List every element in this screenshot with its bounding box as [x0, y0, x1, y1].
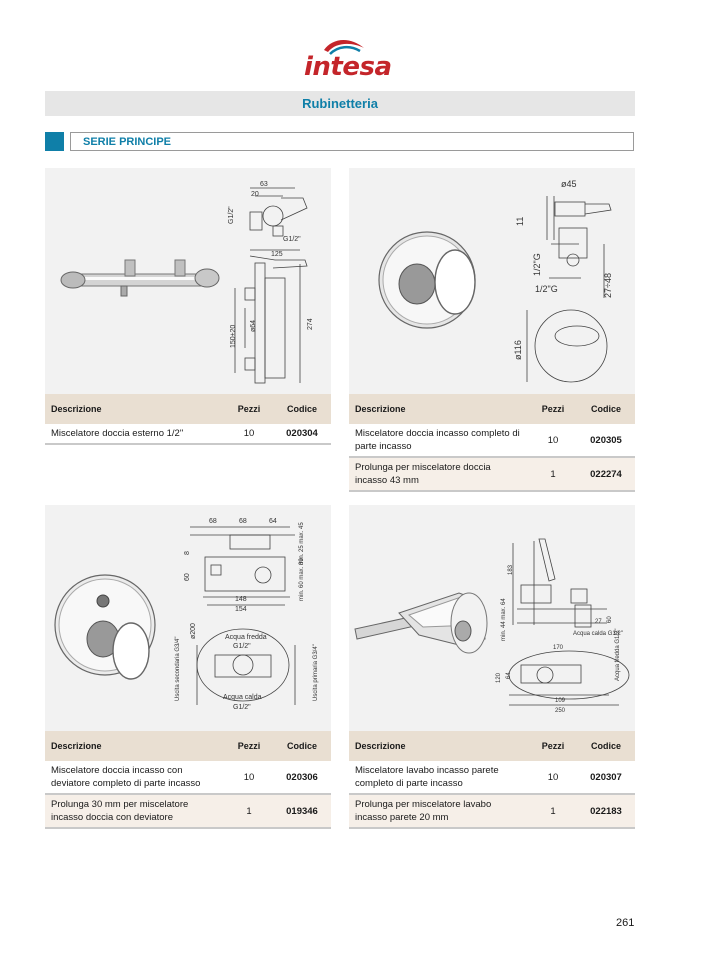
header-pezzi: Pezzi	[529, 394, 577, 424]
product-photo	[55, 575, 155, 679]
table-row	[349, 457, 635, 491]
product-table	[45, 731, 331, 829]
table-row	[349, 761, 635, 794]
dim-150: 150±20	[230, 324, 237, 348]
row-codice: 020307	[577, 761, 635, 794]
dim-8: 8	[184, 551, 191, 555]
table-row	[349, 794, 635, 828]
dim-60: 60	[607, 616, 613, 623]
product-image-panel	[349, 168, 635, 394]
product-photo	[379, 232, 475, 328]
row-codice: 022183	[577, 794, 635, 828]
table-row	[45, 794, 331, 828]
header-pezzi: Pezzi	[529, 731, 577, 761]
header-pezzi: Pezzi	[225, 394, 273, 424]
product-photo	[61, 260, 219, 296]
header-descrizione: Descrizione	[45, 394, 225, 424]
row-codice: 020304	[273, 424, 331, 444]
dim-d200: ø200	[190, 623, 197, 639]
row-pezzi: 1	[225, 794, 273, 828]
row-description: Miscelatore lavabo incasso parete completo di parte incasso	[349, 761, 529, 794]
product-drawing	[349, 168, 635, 394]
row-description: Miscelatore doccia incasso completo di parte incasso	[349, 424, 529, 457]
category-title: Rubinetteria	[302, 96, 378, 111]
dim-68-a: 68	[209, 518, 217, 525]
table-header-row	[45, 731, 331, 761]
table-row	[349, 424, 635, 457]
product-table	[45, 394, 331, 445]
dim-148: 148	[235, 596, 247, 603]
header-descrizione: Descrizione	[349, 394, 529, 424]
category-band	[45, 91, 635, 116]
series-heading	[70, 132, 634, 151]
table-row	[45, 761, 331, 794]
dim-min25: min. 25 max. 45	[299, 522, 305, 565]
row-description: Prolunga per miscelatore lavabo incasso parete 20 mm	[349, 794, 529, 828]
product-drawing	[349, 505, 635, 731]
header-descrizione: Descrizione	[45, 731, 225, 761]
table-header-row	[349, 394, 635, 424]
row-pezzi: 1	[529, 794, 577, 828]
dim-min44: min. 44 max. 64	[501, 598, 507, 641]
row-pezzi: 1	[529, 457, 577, 491]
dim-64: 64	[269, 518, 277, 525]
row-pezzi: 10	[225, 761, 273, 794]
dim-64: 64	[506, 672, 512, 679]
series-marker	[45, 132, 64, 151]
header-pezzi: Pezzi	[225, 731, 273, 761]
row-codice: 020306	[273, 761, 331, 794]
dim-27: 27	[595, 619, 602, 625]
dim-d116: ø116	[513, 340, 523, 360]
label-acqua-fredda: Acqua fredda G1/2"	[615, 628, 621, 681]
label-g12-calda: G1/2"	[233, 704, 251, 711]
page-number: 261	[616, 917, 635, 929]
row-pezzi: 10	[225, 424, 273, 444]
series-title: SERIE PRINCIPE	[83, 135, 172, 148]
product-drawing	[45, 505, 331, 731]
row-description: Prolunga 30 mm per miscelatore incasso doccia con deviatore	[45, 794, 225, 828]
label-acqua-calda: Acqua calda	[223, 694, 262, 701]
row-pezzi: 10	[529, 761, 577, 794]
product-drawing	[45, 168, 331, 394]
row-codice: 020305	[577, 424, 635, 457]
product-table	[349, 731, 635, 829]
brand-wordmark: intesa	[304, 52, 392, 82]
dim-120: 120	[496, 672, 502, 683]
dim-g12-b: G1/2"	[283, 236, 301, 243]
table-header-row	[45, 394, 331, 424]
row-codice: 019346	[273, 794, 331, 828]
header-codice: Codice	[577, 394, 635, 424]
dim-125: 125	[271, 251, 283, 258]
dim-g12-a: 1/2"G	[532, 253, 542, 276]
dim-250: 250	[555, 708, 566, 714]
dim-27-48: 27÷48	[603, 273, 613, 298]
header-descrizione: Descrizione	[349, 731, 529, 761]
label-acqua-calda: Acqua calda G1/2"	[573, 631, 623, 637]
dim-109: 109	[555, 698, 566, 704]
dim-68-b: 68	[239, 518, 247, 525]
row-codice: 022274	[577, 457, 635, 491]
label-uscita-secondaria: Uscita secondaria G3/4"	[175, 636, 181, 701]
row-pezzi: 10	[529, 424, 577, 457]
dim-183: 183	[508, 564, 514, 575]
header-codice: Codice	[577, 731, 635, 761]
dim-60: 60	[184, 573, 191, 581]
dim-d45: ø45	[561, 179, 577, 189]
table-row	[45, 424, 331, 444]
dim-20: 20	[251, 191, 259, 198]
product-image-panel	[349, 505, 635, 731]
product-table	[349, 394, 635, 492]
dim-274: 274	[307, 318, 314, 330]
row-description: Prolunga per miscelatore doccia incasso 43 mm	[349, 457, 529, 491]
row-description: Miscelatore doccia incasso con deviatore completo di parte incasso	[45, 761, 225, 794]
header-codice: Codice	[273, 394, 331, 424]
tech-drawing	[235, 188, 307, 383]
dim-170: 170	[553, 645, 564, 651]
table-header-row	[349, 731, 635, 761]
label-g12-fredda: G1/2"	[233, 643, 251, 650]
tech-drawing	[190, 527, 295, 705]
product-image-panel	[45, 168, 331, 394]
dim-63: 63	[260, 181, 268, 188]
dim-min60: min. 60 max. 80	[299, 558, 305, 601]
label-acqua-fredda: Acqua fredda	[225, 634, 267, 641]
dim-g12-a: G1/2"	[228, 206, 235, 224]
header-codice: Codice	[273, 731, 331, 761]
dim-154: 154	[235, 606, 247, 613]
brand-logo	[300, 36, 392, 84]
product-image-panel	[45, 505, 331, 731]
dim-g12-b: 1/2"G	[535, 284, 558, 294]
row-description: Miscelatore doccia esterno 1/2"	[45, 424, 225, 444]
dim-11: 11	[515, 216, 525, 226]
product-photo	[355, 593, 487, 653]
label-uscita-primaria: Uscita primaria G3/4"	[313, 644, 319, 701]
dim-64: ø64	[250, 319, 257, 332]
